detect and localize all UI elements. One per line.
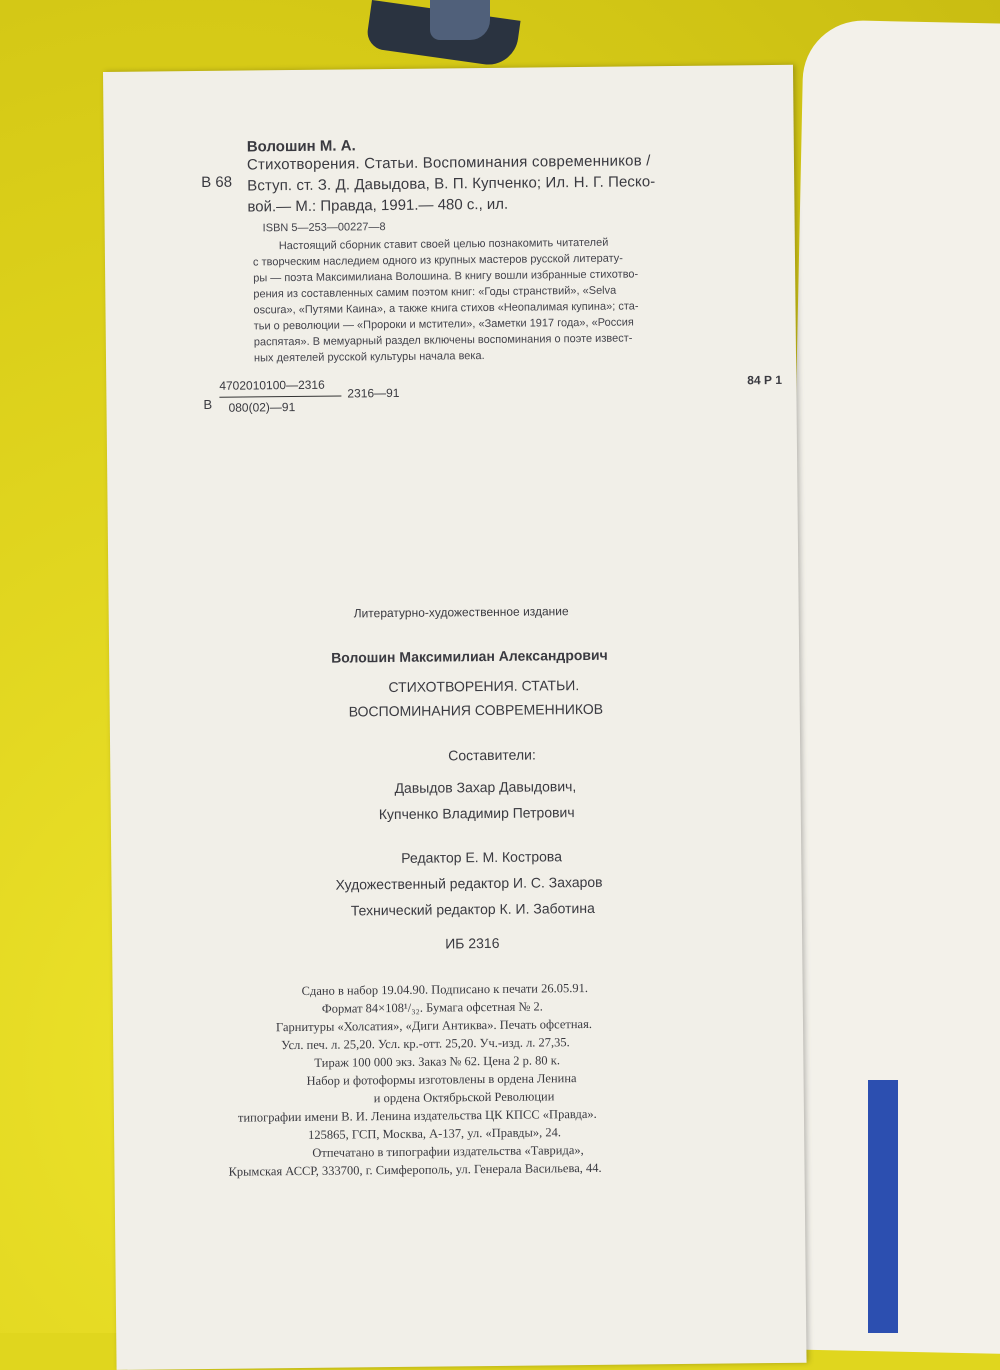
ib-number: ИБ 2316 [445,934,500,952]
print-line: Крымская АССР, 333700, г. Симферополь, ул. Генерала Васильева, 44. [228,1160,602,1179]
title-line-2: ВОСПОМИНАНИЯ СОВРЕМЕННИКОВ [348,700,604,720]
editor: Редактор Е. М. Кострова [401,848,563,866]
catalog-desc-line: вой.— М.: Правда, 1991.— 480 с., ил. [247,195,509,216]
annotation-line: рения из составленных самим поэтом книг: «Годы странствий», «Selva [253,284,617,301]
annotation-line: Настоящий сборник ставит своей целью познакомить читателей [278,236,609,253]
tech-editor: Технический редактор К. И. Заботина [350,899,595,919]
compiler-2: Купченко Владимир Петрович [378,804,575,823]
compilers-label: Составители: [448,746,536,764]
catalog-desc-line: Вступ. ст. З. Д. Давыдова, В. П. Купченко; Ил. Н. Г. Песко- [247,173,656,195]
isbn: ISBN 5—253—00227—8 [262,221,386,235]
annotation-line: с творческим наследием одного из крупных мастеров русской литерату- [252,252,623,269]
print-line: Тираж 100 000 экз. Заказ № 62. Цена 2 р. 80 к. [314,1053,560,1070]
print-line: Набор и фотоформы изготовлены в ордена Ленина [306,1071,577,1088]
print-line: Формат 84×108¹/₃₂. Бумага офсетная № 2. [321,999,543,1016]
book-cover-edge [868,1080,898,1333]
catalog-author: Волошин М. А. [246,137,356,156]
classification-code: 84 Р 1 [747,372,783,388]
annotation-line: тьи о революции — «Пророки и мстители», «Заметки 1917 года», «Россия [253,316,634,333]
fraction-right: 2316—91 [347,385,400,401]
catalog-code: В 68 [201,173,233,191]
catalog-desc-line: Стихотворения. Статьи. Воспоминания современников / [246,152,651,174]
title-line-1: СТИХОТВОРЕНИЯ. СТАТЬИ. [388,677,580,696]
full-author: Волошин Максимилиан Александрович [331,646,608,666]
annotation-line: oscura», «Путями Каина», а также книга стихов «Неопалимая купина»; ста- [253,300,639,317]
fraction-denominator: 080(02)—91 [228,400,296,415]
annotation-line: распятая». В мемуарный раздел включены воспоминания о поэте извест- [253,332,633,349]
print-line: Гарнитуры «Холсатия», «Диги Антиква». Печать офсетная. [275,1016,593,1035]
print-line: Усл. печ. л. 25,20. Усл. кр.-отт. 25,20. Уч.-изд. л. 27,35. [281,1035,570,1053]
print-line: и ордена Октябрьской Революции [373,1089,555,1106]
fraction-bar [219,396,341,398]
fraction-letter: В [203,396,213,412]
print-line: типографии имени В. И. Ленина издательства ЦК КПСС «Правда». [237,1106,597,1125]
fraction-numerator: 4702010100—2316 [219,377,325,393]
art-editor: Художественный редактор И. С. Захаров [335,873,603,893]
print-line: Отпечатано в типографии издательства «Таврида», [312,1143,584,1160]
book-page [103,65,807,1370]
print-line: Сдано в набор 19.04.90. Подписано к печати 26.05.91. [301,980,589,998]
annotation-line: ных деятелей русской культуры начала века. [253,350,485,365]
edition-type: Литературно-художественное издание [353,604,569,621]
annotation-line: ры — поэта Максимилиана Волошина. В книгу вошли избранные стихотво- [253,268,639,285]
print-line: 125865, ГСП, Москва, А-137, ул. «Правды», 24. [308,1125,562,1142]
compiler-1: Давыдов Захар Давыдович, [394,778,577,796]
binder-clip-highlight [430,0,490,40]
